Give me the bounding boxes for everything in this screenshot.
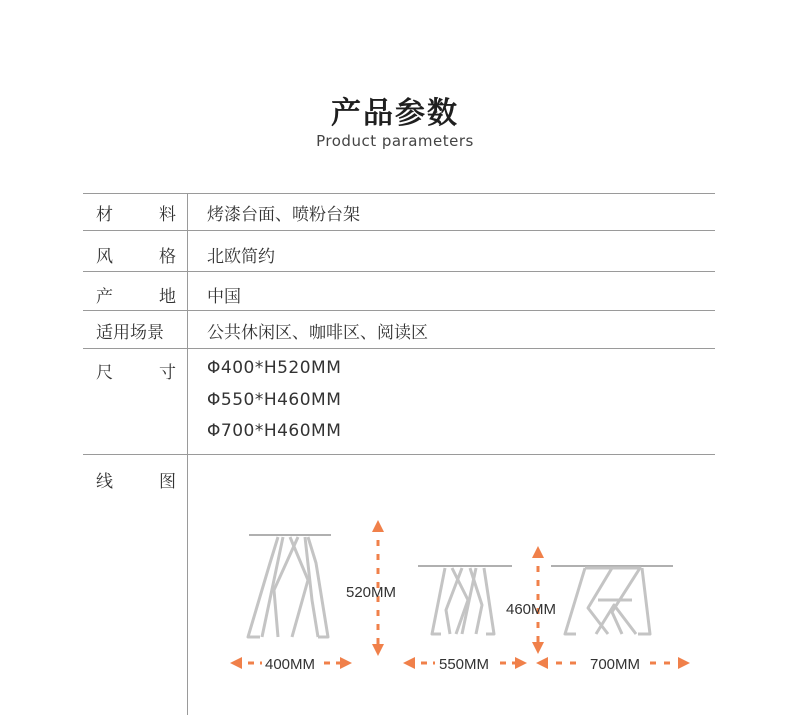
size-value: Φ700*H460MM bbox=[207, 421, 342, 441]
label-origin: 产 地 bbox=[96, 287, 176, 307]
width-label-3: 700MM bbox=[590, 656, 641, 673]
page-subtitle: Product parameters bbox=[316, 132, 474, 150]
height-label-2: 460MM bbox=[506, 601, 557, 618]
width-label-1: 400MM bbox=[265, 656, 316, 673]
size-value: Φ400*H520MM bbox=[207, 358, 342, 378]
label-material: 材 料 bbox=[96, 205, 176, 225]
value-style: 北欧简约 bbox=[207, 247, 275, 267]
value-scenarios: 公共休闲区、咖啡区、阅读区 bbox=[207, 323, 428, 343]
table-drawing-2 bbox=[418, 566, 512, 634]
label-style: 风 格 bbox=[96, 247, 176, 267]
page-title: 产品参数 bbox=[331, 96, 459, 131]
table-drawing-3 bbox=[551, 566, 673, 634]
value-material: 烤漆台面、喷粉台架 bbox=[207, 205, 360, 225]
label-scenarios: 适用场景 bbox=[96, 323, 164, 343]
label-drawing: 线 图 bbox=[96, 472, 176, 492]
value-origin: 中国 bbox=[207, 287, 241, 307]
table-drawing-1 bbox=[248, 535, 331, 637]
label-size: 尺 寸 bbox=[96, 363, 176, 383]
width-label-2: 550MM bbox=[439, 656, 490, 673]
size-value: Φ550*H460MM bbox=[207, 390, 342, 410]
height-label-1: 520MM bbox=[346, 584, 397, 601]
